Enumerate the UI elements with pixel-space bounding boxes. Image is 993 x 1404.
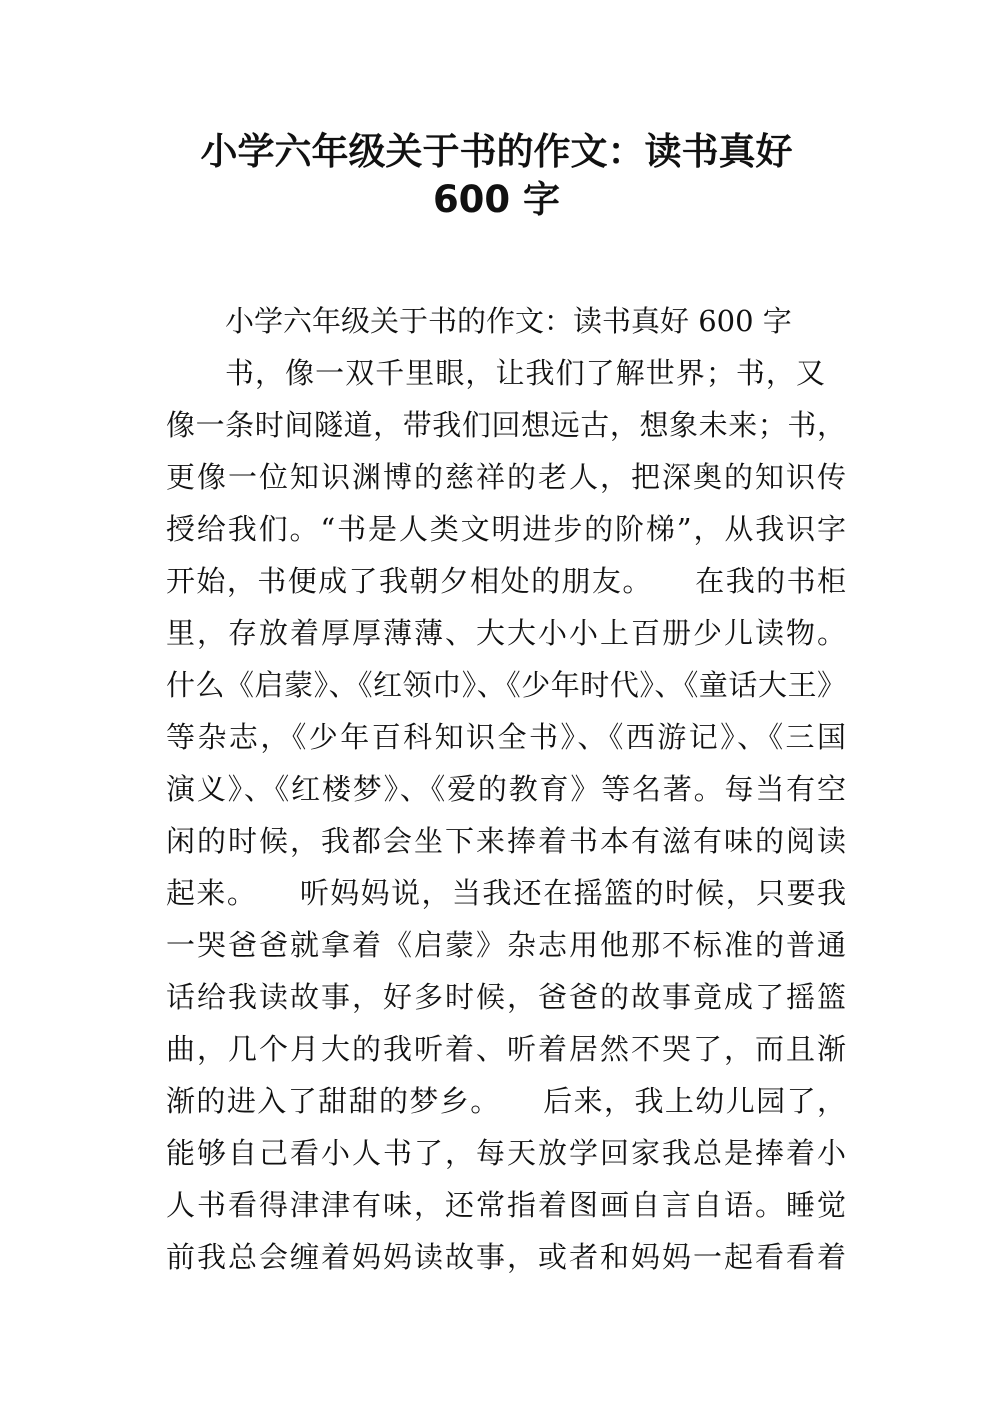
body-line: 像一条时间隧道，带我们回想远古，想象未来；书， xyxy=(166,408,846,442)
body-line: 更像一位知识渊博的慈祥的老人，把深奥的知识传 xyxy=(166,460,846,494)
body-line: 里，存放着厚厚薄薄、大大小小上百册少儿读物。 xyxy=(166,616,846,650)
body-line: 什么《启蒙》、《红领巾》、《少年时代》、《童话大王》 xyxy=(166,668,846,702)
document-title-line-2: 600 字 xyxy=(432,178,561,221)
body-line: 演义》、《红楼梦》、《爱的教育》等名著。每当有空 xyxy=(166,772,846,806)
document-title-line-1: 小学六年级关于书的作文：读书真好 xyxy=(200,130,793,173)
body-line: 曲，几个月大的我听着、听着居然不哭了，而且渐 xyxy=(166,1032,846,1066)
body-line: 人书看得津津有味，还常指着图画自言自语。睡觉 xyxy=(166,1188,846,1222)
body-line: 授给我们。“书是人类文明进步的阶梯”，从我识字 xyxy=(166,512,846,546)
body-line: 书，像一双千里眼，让我们了解世界；书，又 xyxy=(225,356,825,390)
body-line: 小学六年级关于书的作文：读书真好 600 字 xyxy=(225,304,792,338)
body-line: 开始，书便成了我朝夕相处的朋友。 在我的书柜 xyxy=(166,564,846,598)
body-line: 一哭爸爸就拿着《启蒙》杂志用他那不标准的普通 xyxy=(166,928,846,962)
body-line: 前我总会缠着妈妈读故事，或者和妈妈一起看看着 xyxy=(166,1240,846,1274)
body-line: 闲的时候，我都会坐下来捧着书本有滋有味的阅读 xyxy=(166,824,846,858)
body-line: 渐的进入了甜甜的梦乡。 后来，我上幼儿园了， xyxy=(166,1084,846,1118)
body-line: 能够自己看小人书了，每天放学回家我总是捧着小 xyxy=(166,1136,846,1170)
body-line: 话给我读故事，好多时候，爸爸的故事竟成了摇篮 xyxy=(166,980,846,1014)
body-line: 等杂志，《少年百科知识全书》、《西游记》、《三国 xyxy=(166,720,846,754)
body-line: 起来。 听妈妈说，当我还在摇篮的时候，只要我 xyxy=(166,876,846,910)
